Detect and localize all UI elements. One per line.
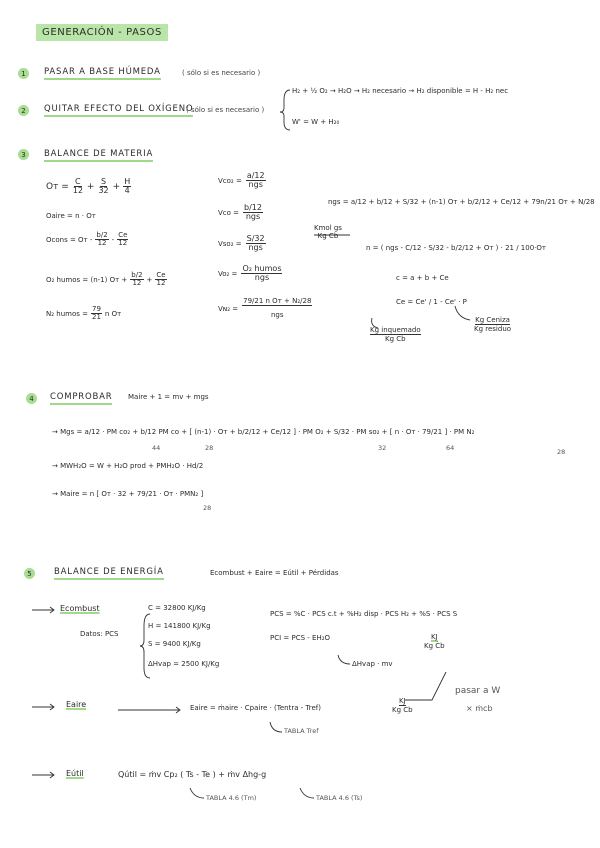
eaire-equation: Eaire = ṁaire · Cpaire · (Tentra - Tref) bbox=[190, 704, 321, 712]
ot-32: 32 bbox=[98, 186, 109, 196]
vco2-den: ngs bbox=[248, 180, 263, 190]
page-title: GENERACIÓN - PASOS bbox=[36, 24, 168, 41]
ocons-12b: 12 bbox=[118, 239, 128, 248]
pci-unit-kj: KJ bbox=[430, 633, 438, 641]
vo2-num: O₂ humos bbox=[242, 264, 282, 273]
step-number-5: 5 bbox=[24, 568, 35, 579]
vso2-equation bbox=[218, 235, 266, 253]
ocons-lhs: Ocons = Oᴛ - bbox=[46, 235, 93, 244]
ot-12: 12 bbox=[72, 186, 83, 196]
step-number-2: 2 bbox=[18, 105, 29, 116]
ocons-equation: Ocons = Oᴛ - $\frac{b/2}{12}$ - $\frac{Ce}{12}$ bbox=[46, 231, 128, 248]
ot-h: H bbox=[124, 177, 131, 186]
n2h-79: 79 bbox=[91, 305, 101, 313]
pcs-equation: PCS = %C · PCS c.t + %H₂ disp · PCS H₂ + %S · PCS S bbox=[270, 610, 458, 618]
qutil-equation: Qútil = ṁv Cp₂ ( Ts - Te ) + ṁv Δhg-g bbox=[118, 770, 267, 779]
ecombust-label: Ecombust bbox=[60, 604, 100, 613]
ce-equation: Ce = Ce' / 1 - Ce' · P bbox=[396, 298, 467, 306]
o2h-12b: 12 bbox=[156, 279, 166, 288]
kg-ceniza-unit bbox=[474, 316, 511, 333]
h-value: H = 141800 KJ/Kg bbox=[148, 622, 211, 630]
step-2-title: QUITAR EFECTO DEL OXÍGENO bbox=[44, 104, 193, 117]
pci-unit-kgcb: Kg Cb bbox=[424, 642, 445, 650]
step-1-title: PASAR A BASE HÚMEDA bbox=[44, 67, 161, 80]
step-3-title: BALANCE DE MATERIA bbox=[44, 149, 153, 162]
ot-c: C bbox=[75, 177, 81, 186]
vo2-equation bbox=[218, 265, 282, 283]
ocons-ce: Ce bbox=[118, 231, 128, 239]
energy-balance-equation: Ecombust + Eaire = Eútil + Pérdidas bbox=[210, 569, 339, 577]
kg-cb: Kg Cb bbox=[385, 335, 406, 343]
mwh2o-equation: → MWH₂O = W + H₂O prod + PMH₂O · Hd/2 bbox=[52, 462, 204, 470]
ngs-unit-den: Kg Cb bbox=[317, 232, 339, 240]
ocons-12a: 12 bbox=[97, 239, 107, 248]
vso2-lhs: Vso₂ = bbox=[218, 239, 242, 248]
vco-num: b/12 bbox=[244, 203, 262, 212]
kg-ceniza: Kg Ceniza bbox=[475, 316, 510, 324]
o2h-b2: b/2 bbox=[131, 271, 143, 279]
c-value: C = 32800 KJ/Kg bbox=[148, 604, 206, 612]
n2-humos-equation bbox=[46, 306, 121, 322]
dhvap-mv: ΔHvap · mv bbox=[352, 660, 393, 668]
ngs-unit bbox=[314, 224, 342, 240]
o2h-lhs: O₂ humos = (n-1) Oᴛ + bbox=[46, 275, 128, 284]
pasar-a-w-note: pasar a W bbox=[455, 686, 501, 696]
datos-label: Datos: PCS bbox=[80, 630, 119, 638]
step-number-1: 1 bbox=[18, 68, 29, 79]
step-4-title: COMPROBAR bbox=[50, 392, 112, 405]
ocons-b2: b/2 bbox=[96, 231, 108, 239]
pm-so2-value: 64 bbox=[446, 444, 455, 452]
mcb-note: × ṁcb bbox=[466, 704, 493, 713]
ot-lhs: Oᴛ = bbox=[46, 181, 69, 192]
n2h-rest: n Oᴛ bbox=[104, 309, 122, 318]
kg-inquemado: Kg inquemado bbox=[370, 326, 421, 334]
n-equation: n = ( ngs - C/12 - S/32 - b/2/12 + Oᴛ ) · 21 / 100·Oᴛ bbox=[366, 244, 546, 252]
eutil-label: Eútil bbox=[66, 769, 84, 778]
oaire-equation: Oaire = n · Oᴛ bbox=[46, 212, 96, 220]
tabla-tref: TABLA Tref bbox=[284, 727, 319, 735]
vso2-num: S/32 bbox=[246, 234, 265, 243]
step-1-note: ( sólo si es necesario ) bbox=[182, 69, 261, 77]
kg-inquemado-unit bbox=[370, 326, 421, 343]
o2h-ce: Ce bbox=[156, 271, 166, 279]
step-5-title: BALANCE DE ENERGÍA bbox=[54, 567, 164, 580]
pm-co-value: 28 bbox=[205, 444, 214, 452]
pm-n2-value: 28 bbox=[557, 448, 566, 456]
pci-unit bbox=[424, 633, 445, 650]
vco2-num: a/12 bbox=[246, 171, 265, 180]
vco-lhs: Vco = bbox=[218, 208, 240, 217]
kg-residuo: Kg residuo bbox=[474, 325, 512, 333]
eaire-label: Eaire bbox=[66, 700, 87, 709]
o2h-12a: 12 bbox=[132, 279, 142, 288]
ngs-equation: ngs = a/12 + b/12 + S/32 + (n-1) Oᴛ + b/2/12 + Ce/12 + 79n/21 Oᴛ + N/28 bbox=[328, 198, 595, 206]
dhvap-value: ΔHvap = 2500 KJ/Kg bbox=[148, 660, 220, 668]
c-equation: c = a + b + Ce bbox=[396, 274, 449, 282]
vso2-den: ngs bbox=[248, 243, 263, 253]
tabla-tm: TABLA 4.6 (Tm) bbox=[206, 794, 257, 802]
tabla-ts: TABLA 4.6 (Ts) bbox=[316, 794, 363, 802]
vo2-den: ngs bbox=[254, 273, 270, 283]
vn2-den: ngs bbox=[271, 311, 284, 320]
step-number-3: 3 bbox=[18, 149, 29, 160]
ot-s: S bbox=[101, 177, 107, 186]
vn2-equation bbox=[218, 298, 312, 320]
o2-humos-equation: O₂ humos = (n-1) Oᴛ + $\frac{b/2}{12}$ + $\frac{Ce}{12}$ bbox=[46, 271, 166, 288]
ot-equation: Oᴛ = $\frac{C}{12}$ + $\frac{S}{32}$ + $\frac{H}{4}$ bbox=[46, 177, 131, 196]
water-equation: W' = W + H₂₀ bbox=[292, 118, 340, 126]
vn2-num: 79/21 n Oᴛ + N₂/28 bbox=[243, 297, 312, 305]
vco2-lhs: Vco₂ = bbox=[218, 176, 242, 185]
maire-equation: → Maire = n [ Oᴛ · 32 + 79/21 · Oᴛ · PMN₂ ] bbox=[52, 490, 204, 498]
vco-den: ngs bbox=[245, 212, 261, 222]
comprobar-equation: Maire + 1 = mv + mgs bbox=[128, 393, 209, 401]
n2h-lhs: N₂ humos = bbox=[46, 309, 88, 318]
step-number-4: 4 bbox=[26, 393, 37, 404]
step-2-note: ( sólo si es necesario ) bbox=[186, 106, 265, 114]
pci-equation: PCI = PCS - EH₂O bbox=[270, 634, 331, 642]
vo2-lhs: Vo₂ = bbox=[218, 269, 238, 278]
pm-co2-value: 44 bbox=[152, 444, 161, 452]
ot-4: 4 bbox=[124, 186, 130, 196]
hydrogen-equation: H₂ + ½ O₂ → H₂O → H₂ necesario → H₂ disponible = H - H₂ nec bbox=[292, 87, 509, 95]
vco-equation bbox=[218, 204, 263, 222]
eaire-unit bbox=[392, 697, 413, 714]
n2h-21: 21 bbox=[91, 313, 101, 322]
eaire-unit-kj: KJ bbox=[398, 697, 406, 705]
ngs-unit-num: Kmol gs bbox=[314, 224, 342, 232]
mgs-equation: → Mgs = a/12 · PM co₂ + b/12 PM co + [ (n-1) · Oᴛ + b/2/12 + Ce/12 ] · PM O₂ + S/32 · PM so₂ + [ n · Oᴛ · 79/21 ] · PM N₂ bbox=[52, 428, 475, 436]
s-value: S = 9400 KJ/Kg bbox=[148, 640, 201, 648]
pm-n2b-value: 28 bbox=[203, 504, 212, 512]
vn2-lhs: Vɴ₂ = bbox=[218, 304, 239, 313]
eaire-unit-kgcb: Kg Cb bbox=[392, 706, 413, 714]
pm-o2-value: 32 bbox=[378, 444, 387, 452]
vco2-equation bbox=[218, 172, 266, 190]
